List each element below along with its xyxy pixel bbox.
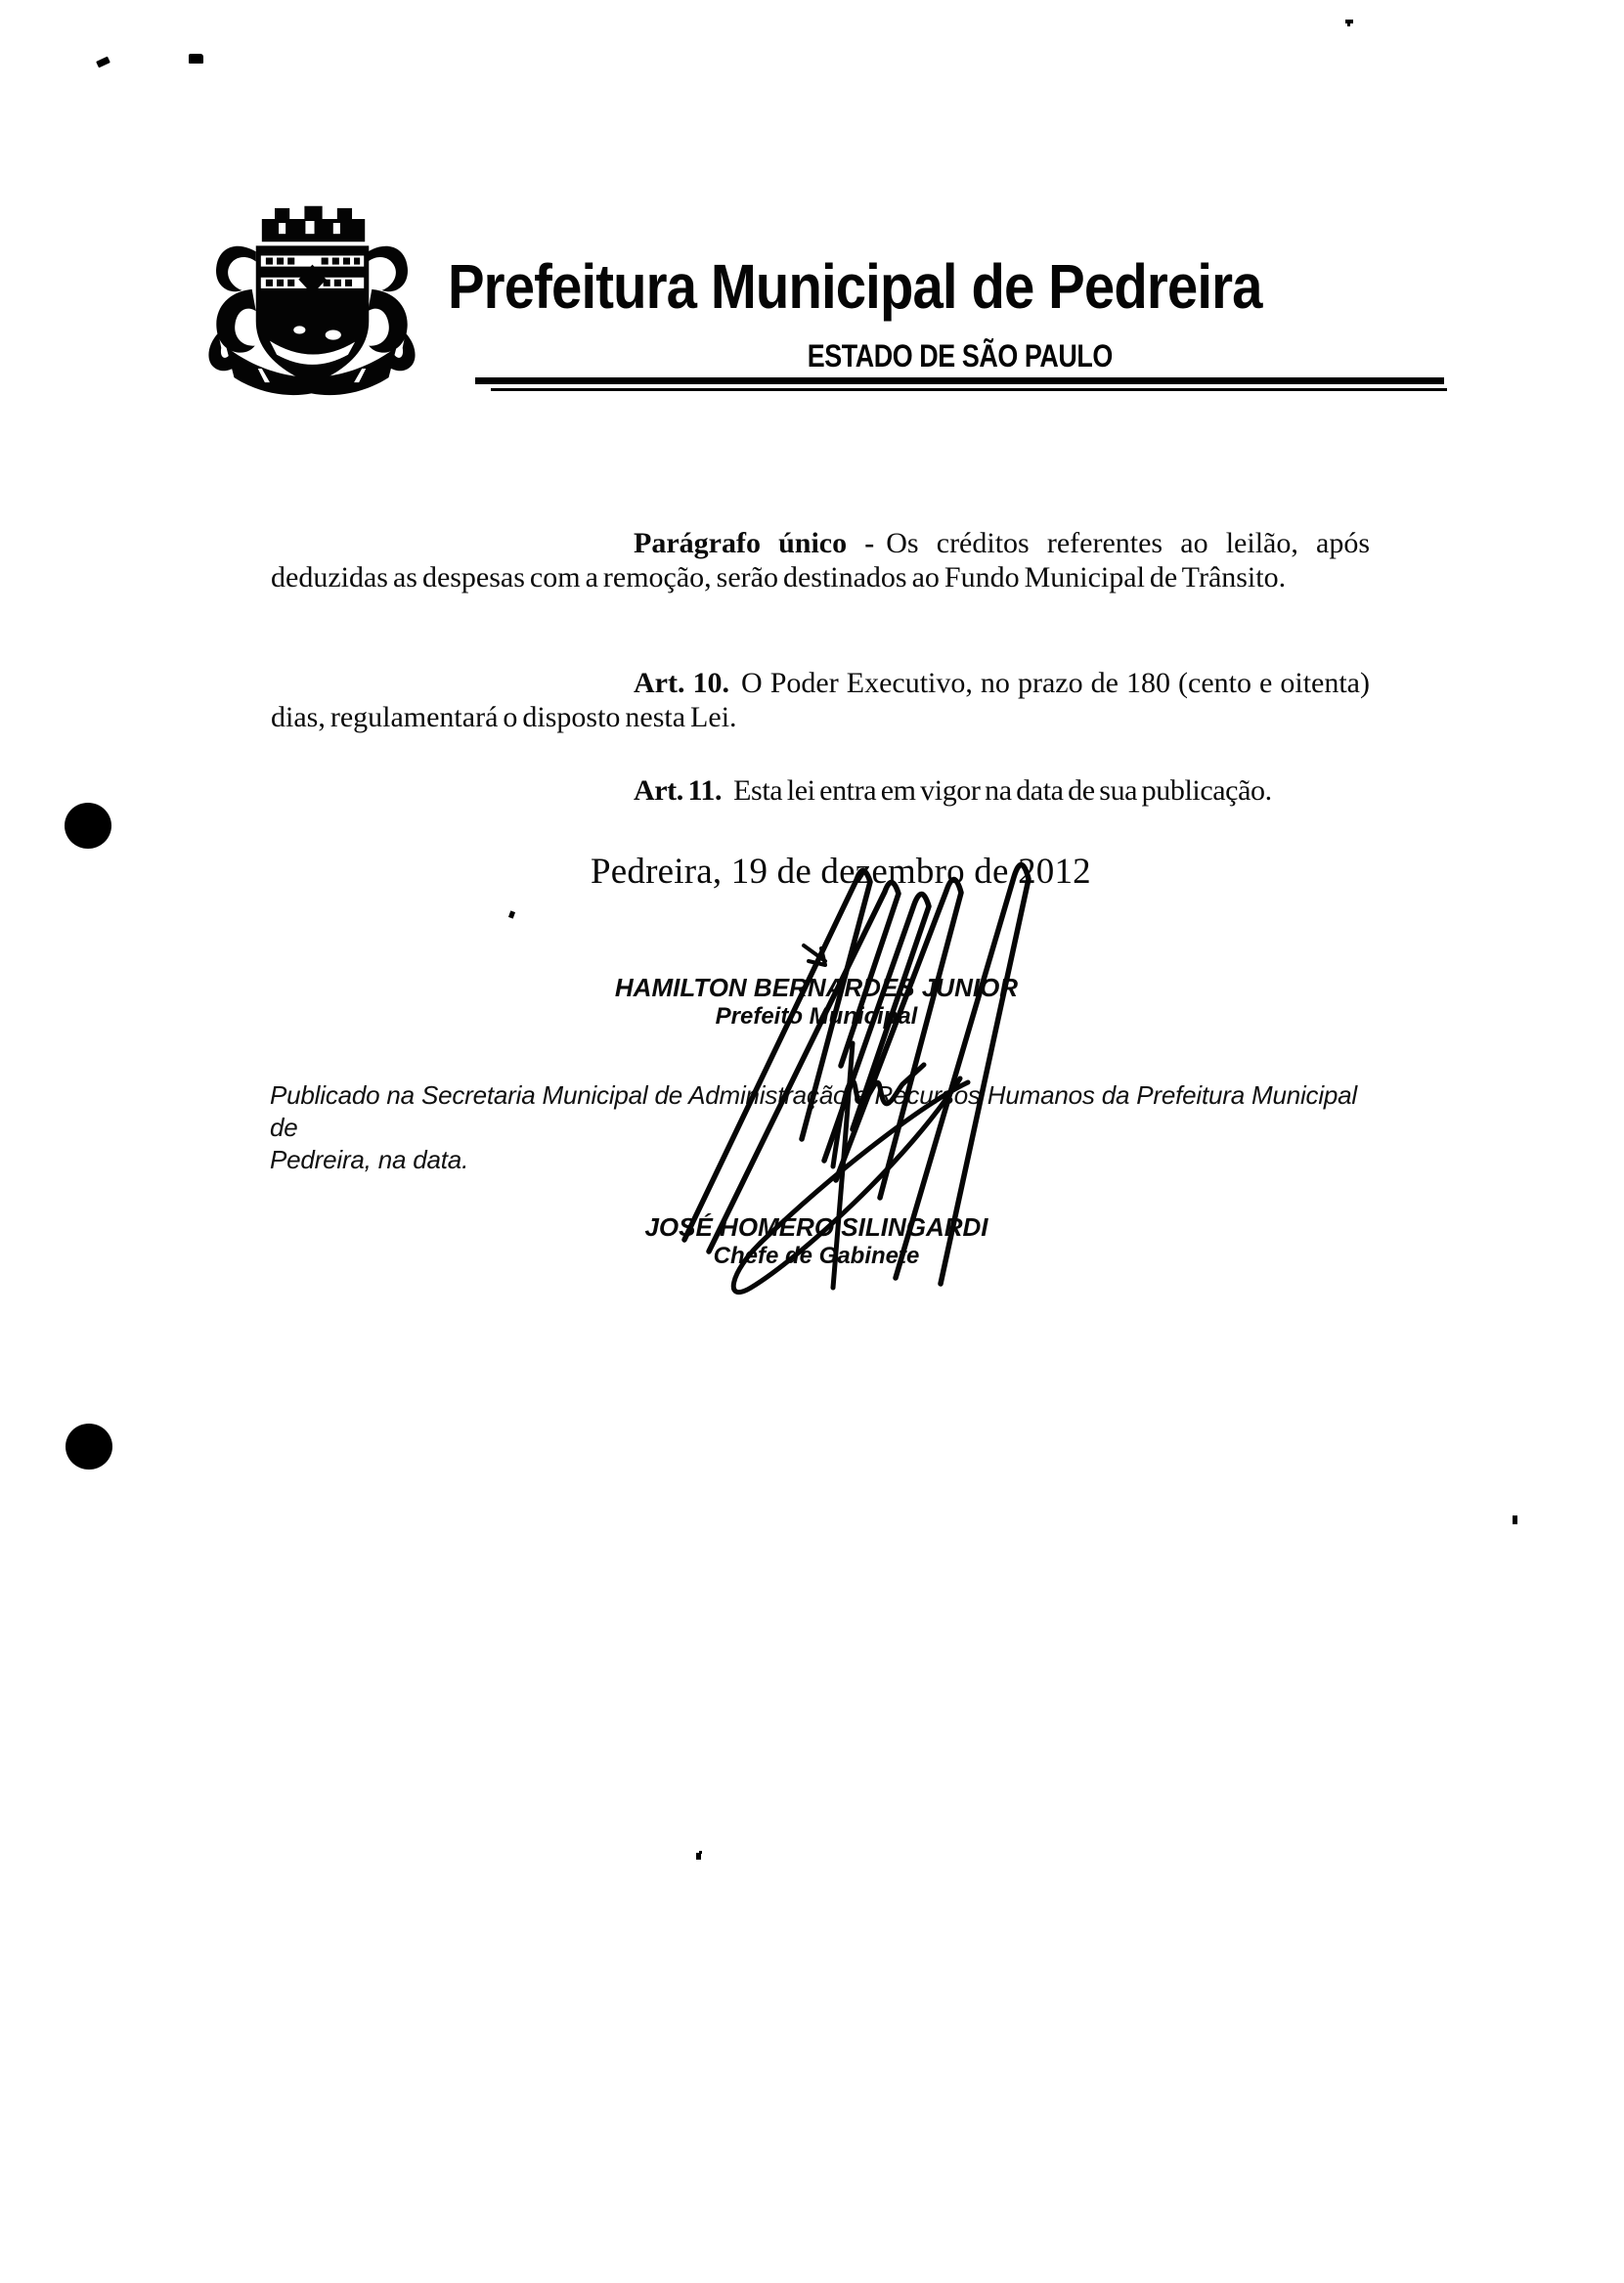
paragraph-art-11 — [271, 773, 1370, 808]
punch-hole-icon — [66, 1424, 112, 1470]
punch-hole-icon — [65, 803, 111, 849]
paragraph-lead: Art. 11. — [634, 774, 723, 807]
publication-note-line-2: Pedreira, na data. — [270, 1145, 469, 1174]
scan-speck — [1345, 20, 1353, 23]
municipal-coat-of-arms-icon — [200, 194, 423, 397]
header-subtitle: ESTADO DE SÃO PAULO — [807, 338, 1114, 373]
page-title: Prefeitura Municipal de Pedreira — [448, 251, 1262, 322]
handwritten-signatures — [587, 836, 1075, 1305]
paragraph-lead: Art. 10. — [634, 667, 730, 699]
hamilton-signature-scribble — [684, 864, 1029, 1284]
signatory-role-prefeito: Prefeito Municipal — [715, 1003, 918, 1030]
scan-speck — [508, 910, 515, 918]
header-rule-thin — [491, 388, 1447, 391]
signatory-name-prefeito: HAMILTON BERNARDES JUNIOR — [614, 973, 1019, 1002]
jose-signature-scribble — [733, 1043, 968, 1293]
signatory-role-chefe: Chefe de Gabinete — [713, 1243, 920, 1269]
paragraph-lead: Parágrafo único - — [634, 527, 875, 559]
scan-speck — [696, 1853, 701, 1860]
header-subtitle-wrap — [476, 338, 1444, 374]
paragraph-art-10 — [271, 666, 1370, 734]
scan-speck — [189, 54, 203, 64]
date-line: Pedreira, 19 de dezembro de 2012 — [591, 852, 1091, 892]
scan-speck — [1513, 1515, 1517, 1524]
scan-speck — [96, 57, 110, 68]
signatory-name-chefe: JOSÉ HOMERO SILINGARDI — [644, 1212, 988, 1242]
paragraph-paragrafo-unico — [271, 526, 1370, 594]
paragraph-text: Esta lei entra em vigor na data de sua publicação. — [733, 774, 1272, 807]
paragraph-text: Os créditos referentes ao leilão, após deduzidas as despesas com a remoção, serão destinados ao Fundo Municipal de Trânsito. — [271, 527, 1370, 593]
publication-note-line-1: Publicado na Secretaria Municipal de Administração e Recursos Humanos da Prefeitura Municipal de — [270, 1080, 1358, 1142]
paragraph-text: O Poder Executivo, no prazo de 180 (cento e oitenta) dias, regulamentará o disposto nesta Lei. — [271, 667, 1370, 733]
header-rule-thick — [475, 377, 1444, 384]
